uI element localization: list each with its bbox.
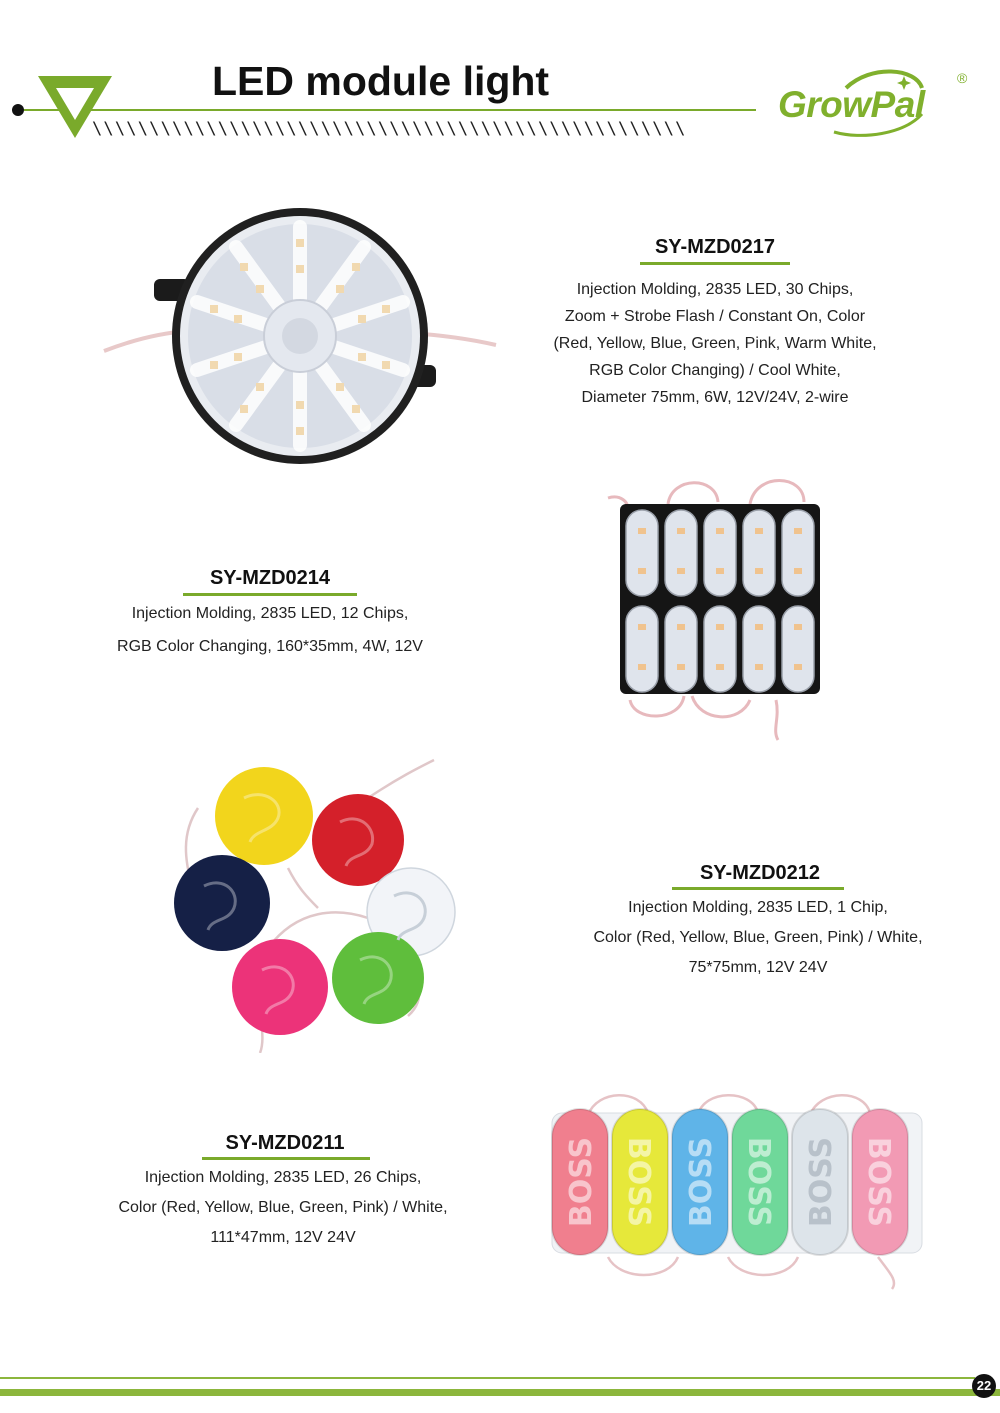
yellow-disc bbox=[215, 767, 313, 865]
boss-embossed-text: BOSS bbox=[621, 1136, 656, 1228]
product-code-underline bbox=[672, 887, 844, 890]
product-code-underline bbox=[183, 593, 357, 596]
round-led-module-image bbox=[100, 205, 500, 467]
page-title: LED module light bbox=[212, 58, 550, 104]
product-desc-line: 111*47mm, 12V 24V bbox=[210, 1229, 356, 1246]
header-rule bbox=[24, 109, 756, 111]
header-dot bbox=[12, 104, 24, 116]
product-code: SY-MZD0214 bbox=[209, 567, 331, 589]
pink-disc bbox=[232, 939, 328, 1035]
growpal-logo: GrowPal bbox=[778, 84, 925, 125]
boss-embossed-text: BOSS bbox=[684, 1136, 719, 1228]
navy-disc bbox=[174, 855, 270, 951]
product-desc-line: (Red, Yellow, Blue, Green, Pink, Warm White, bbox=[553, 335, 877, 352]
footer-rule-thin bbox=[0, 1377, 975, 1379]
registered-mark: ® bbox=[957, 70, 968, 86]
product-code: SY-MZD0212 bbox=[699, 862, 821, 884]
product-code: SY-MZD0217 bbox=[654, 236, 776, 258]
product-desc-line: RGB Color Changing, 160*35mm, 4W, 12V bbox=[117, 638, 423, 655]
product-code: SY-MZD0211 bbox=[225, 1132, 345, 1154]
product-desc-line: Zoom + Strobe Flash / Constant On, Color bbox=[564, 308, 866, 325]
product-desc-line: Color (Red, Yellow, Blue, Green, Pink) / White, bbox=[593, 929, 923, 946]
green-disc bbox=[332, 932, 424, 1024]
colored-disc-modules-image bbox=[168, 758, 458, 1053]
footer-rule-thick bbox=[0, 1389, 1000, 1396]
page-number: 22 bbox=[972, 1374, 996, 1398]
boss-modules-image bbox=[548, 1085, 928, 1290]
boss-embossed-text: BOSS bbox=[804, 1136, 839, 1228]
product-code-underline bbox=[640, 262, 790, 265]
boss-embossed-text: BOSS bbox=[741, 1136, 776, 1228]
boss-embossed-text: BOSS bbox=[564, 1136, 599, 1228]
red-disc bbox=[312, 794, 404, 886]
product-desc-line: 75*75mm, 12V 24V bbox=[688, 959, 828, 976]
product-desc-line: Injection Molding, 2835 LED, 1 Chip, bbox=[628, 899, 888, 916]
rgb-module-grid-image bbox=[600, 472, 830, 742]
product-desc-line: Injection Molding, 2835 LED, 12 Chips, bbox=[131, 605, 409, 622]
header-hatch: \\\\\\\\\\\\\\\\\\\\\\\\\\\\\\\\\\\\\\\\\\\\\\\\\\\\ bbox=[92, 119, 687, 139]
product-desc-line: Color (Red, Yellow, Blue, Green, Pink) / White, bbox=[118, 1199, 448, 1216]
boss-embossed-text: BOSS bbox=[861, 1136, 896, 1228]
product-desc-line: Diameter 75mm, 6W, 12V/24V, 2-wire bbox=[581, 389, 849, 406]
product-desc-line: Injection Molding, 2835 LED, 30 Chips, bbox=[576, 281, 854, 298]
product-desc-line: RGB Color Changing) / Cool White, bbox=[589, 362, 841, 379]
product-code-underline bbox=[202, 1157, 370, 1160]
product-desc-line: Injection Molding, 2835 LED, 26 Chips, bbox=[144, 1169, 422, 1186]
